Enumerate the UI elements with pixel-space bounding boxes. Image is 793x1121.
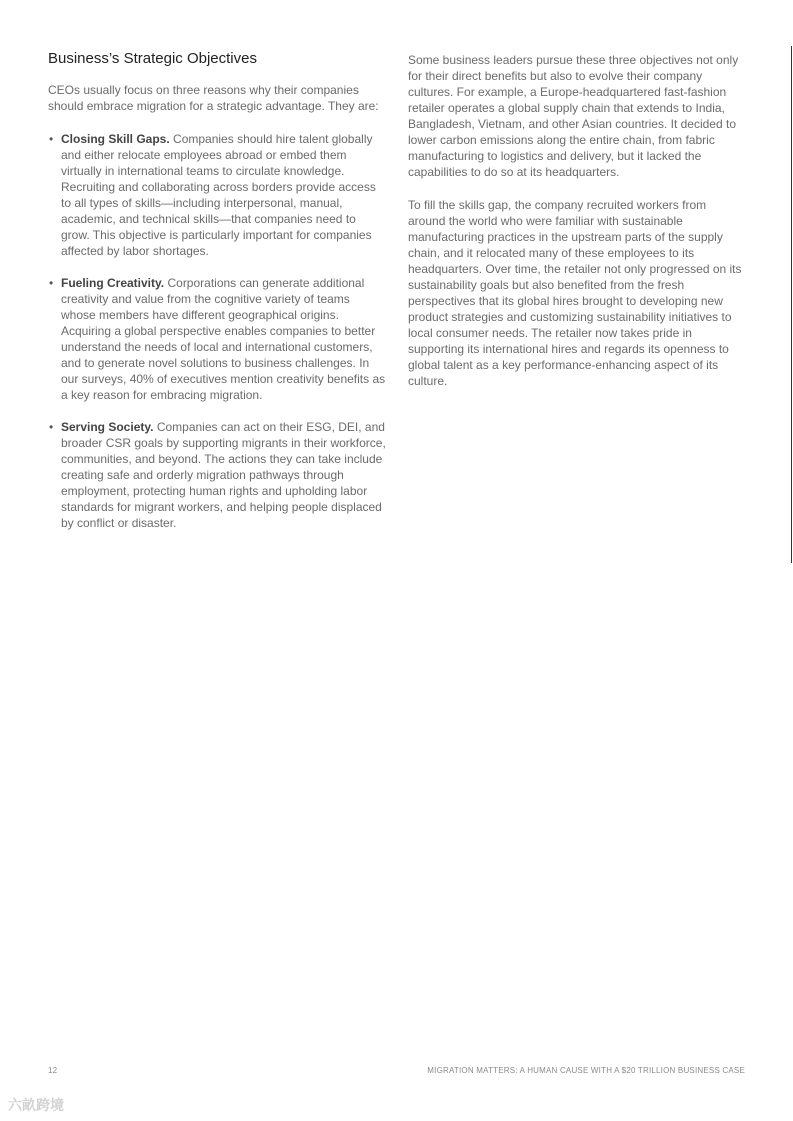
bullet-text: Corporations can generate additional creativity and value from the cognitive variety of teams whose members have different geographical origins. Acquiring a global perspective enables companies to better understand the needs of local and international customers, and to generate novel solutions to business challenges. In our surveys, 40% of executives mention creativity benefits as a key reason for embracing migration.: [61, 276, 386, 402]
bullet-lead: Closing Skill Gaps.: [61, 132, 170, 146]
objectives-list: [48, 131, 386, 531]
bullet-text: Companies can act on their ESG, DEI, and broader CSR goals by supporting migrants in their workforce, communities, and beyond. The actions they can take include creating safe and orderly migration pathways through employment, protecting human rights and upholding labor standards for migrant workers, and helping people displaced by conflict or disaster.: [61, 420, 386, 530]
page-number: 12: [48, 1066, 58, 1075]
list-item: [48, 131, 386, 259]
bullet-lead: Serving Society.: [61, 420, 154, 434]
bullet-text: Companies should hire talent globally and either relocate employees abroad or embed them virtually in international teams to circulate knowledge. Recruiting and collaborating across borders provide access to all types of skills—including interpersonal, manual, academic, and technical skills—that companies need to grow. This objective is particularly important for companies affected by labor shortages.: [61, 132, 376, 258]
body-paragraph: Some business leaders pursue these three objectives not only for their direct benefits but also to evolve their company cultures. For example, a Europe-headquartered fast-fashion retailer operates a global supply chain that extends to India, Bangladesh, Vietnam, and other Asian countries. It decided to lower carbon emissions along the entire chain, from fabric manufacturing to logistics and delivery, but it lacked the capabilities to do so at its headquarters.: [408, 53, 739, 179]
edge-divider: [791, 46, 792, 563]
intro-paragraph: CEOs usually focus on three reasons why their companies should embrace migration for a strategic advantage. They are:: [48, 83, 379, 113]
body-paragraph: To fill the skills gap, the company recruited workers from around the world who were familiar with sustainable manufacturing practices in the upstream parts of the supply chain, and it relocated many of these employees to its headquarters. Over time, the retailer not only progressed on its sustainability goals but also benefited from the fresh perspectives that its global hires brought to developing new product strategies and customizing sustainability initiatives to local consumer needs. The retailer now takes pride in supporting its international hires and regards its openness to global talent as a key performance-enhancing aspect of its culture.: [408, 198, 742, 388]
list-item: [48, 275, 386, 403]
section-heading: Business’s Strategic Objectives: [48, 50, 257, 67]
right-column: [408, 52, 746, 406]
running-title: MIGRATION MATTERS: A HUMAN CAUSE WITH A $20 TRILLION BUSINESS CASE: [427, 1066, 745, 1075]
watermark-logo: 六畝跨境: [8, 1097, 64, 1113]
left-column: [48, 50, 386, 547]
bullet-lead: Fueling Creativity.: [61, 276, 165, 290]
list-item: [48, 419, 386, 531]
